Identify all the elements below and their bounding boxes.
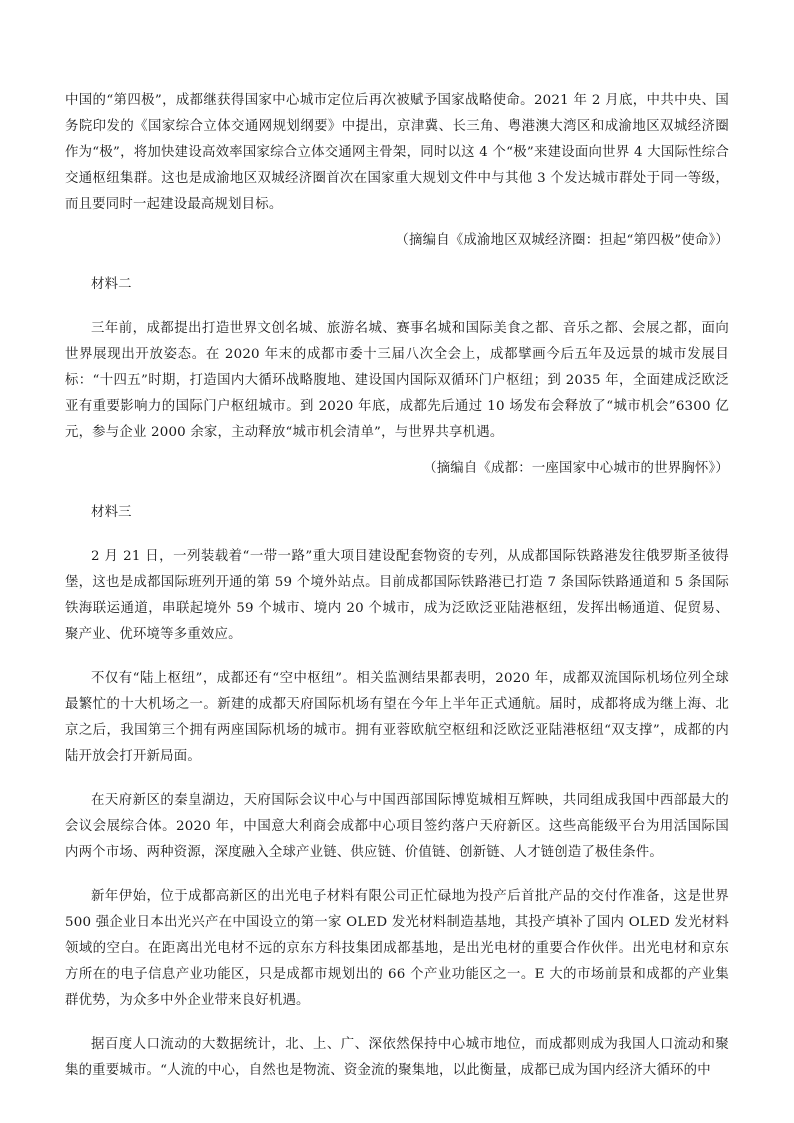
section-heading-3: 材料三 <box>91 505 132 520</box>
source-citation-1: （摘编自《成渝地区双城经济圈：担起“第四极”使命》） <box>395 233 729 248</box>
document-page <box>65 88 729 1084</box>
paragraph-3: 2 月 21 日，一列装载着“一带一路”重大项目建设配套物资的专列，从成都国际铁路港发往俄罗斯圣彼得堡，这也是成都国际班列开通的第 59 个境外站点。目前成都国际铁路港已打造 7 条国际铁路通道和 5 条国际铁海联运通道，串联起境外 59 个城市、境内 20 个城市，成为泛欧泛亚陆港枢纽，发挥出畅通道、促贸易、聚产业、优环境等多重效应。 <box>65 549 729 642</box>
paragraph-1: 中国的“第四极”，成都继获得国家中心城市定位后再次被赋予国家战略使命。2021 年 2 月底，中共中央、国务院印发的《国家综合立体交通网规划纲要》中提出，京津冀、长三角、粤港澳大湾区和成渝地区双城经济圈作为“极”，将加快建设高效率国家综合立体交通网主骨架，同时以这 4 个“极”来建设面向世界 4 大国际性综合交通枢纽集群。这也是成渝地区双城经济圈首次在国家重大规划文件中与其他 3 个发达城市群处于同一等级，而且要同时一起建设最高规划目标。 <box>65 93 729 212</box>
paragraph-7: 据百度人口流动的大数据统计，北、上、广、深依然保持中心城市地位，而成都则成为我国人口流动和聚集的重要城市。“人流的中心，自然也是物流、资金流的聚集地，以此衡量，成都已成为国内经济大循环的中 <box>65 1037 729 1078</box>
section-heading-2: 材料二 <box>91 277 132 292</box>
source-citation-2: （摘编自《成都：一座国家中心城市的世界胸怀》） <box>423 461 729 476</box>
paragraph-5: 在天府新区的秦皇湖边，天府国际会议中心与中国西部国际博览城相互辉映，共同组成我国中西部最大的会议会展综合体。2020 年，中国意大利商会成都中心项目签约落户天府新区。这些高能级平台为用活国际国内两个市场、两种资源，深度融入全球产业链、供应链、价值链、创新链、人才链创造了极佳条件。 <box>65 793 729 860</box>
paragraph-4: 不仅有“陆上枢纽”，成都还有“空中枢纽”。相关监测结果都表明，2020 年，成都双流国际机场位列全球最繁忙的十大机场之一。新建的成都天府国际机场有望在今年上半年正式通航。届时，成都将成为继上海、北京之后，我国第三个拥有两座国际机场的城市。拥有亚蓉欧航空枢纽和泛欧泛亚陆港枢纽“双支撑”，成都的内陆开放会打开新局面。 <box>65 671 729 764</box>
paragraph-2: 三年前，成都提出打造世界文创名城、旅游名城、赛事名城和国际美食之都、音乐之都、会展之都，面向世界展现出开放姿态。在 2020 年末的成都市委十三届八次全会上，成都擘画今后五年及远景的城市发展目标：“十四五”时期，打造国内大循环战略腹地、建设国内国际双循环门户枢纽；到 2035 年，全面建成泛欧泛亚有重要影响力的国际门户枢纽城市。到 2020 年底，成都先后通过 10 场发布会释放了“城市机会”6300 亿元，参与企业 2000 余家，主动释放“城市机会清单”，与世界共享机遇。 <box>65 321 729 440</box>
paragraph-6: 新年伊始，位于成都高新区的出光电子材料有限公司正忙碌地为投产后首批产品的交付作准备，这是世界 500 强企业日本出光兴产在中国设立的第一家 OLED 发光材料制造基地，其投产填补了国内 OLED 发光材料领域的空白。在距离出光电材不远的京东方科技集团成都基地，是出光电材的重要合作伙伴。出光电材和京东方所在的电子信息产业功能区，只是成都市规划出的 66 个产业功能区之一。E 大的市场前景和成都的产业集群优势，为众多中外企业带来良好机遇。 <box>65 889 729 1008</box>
